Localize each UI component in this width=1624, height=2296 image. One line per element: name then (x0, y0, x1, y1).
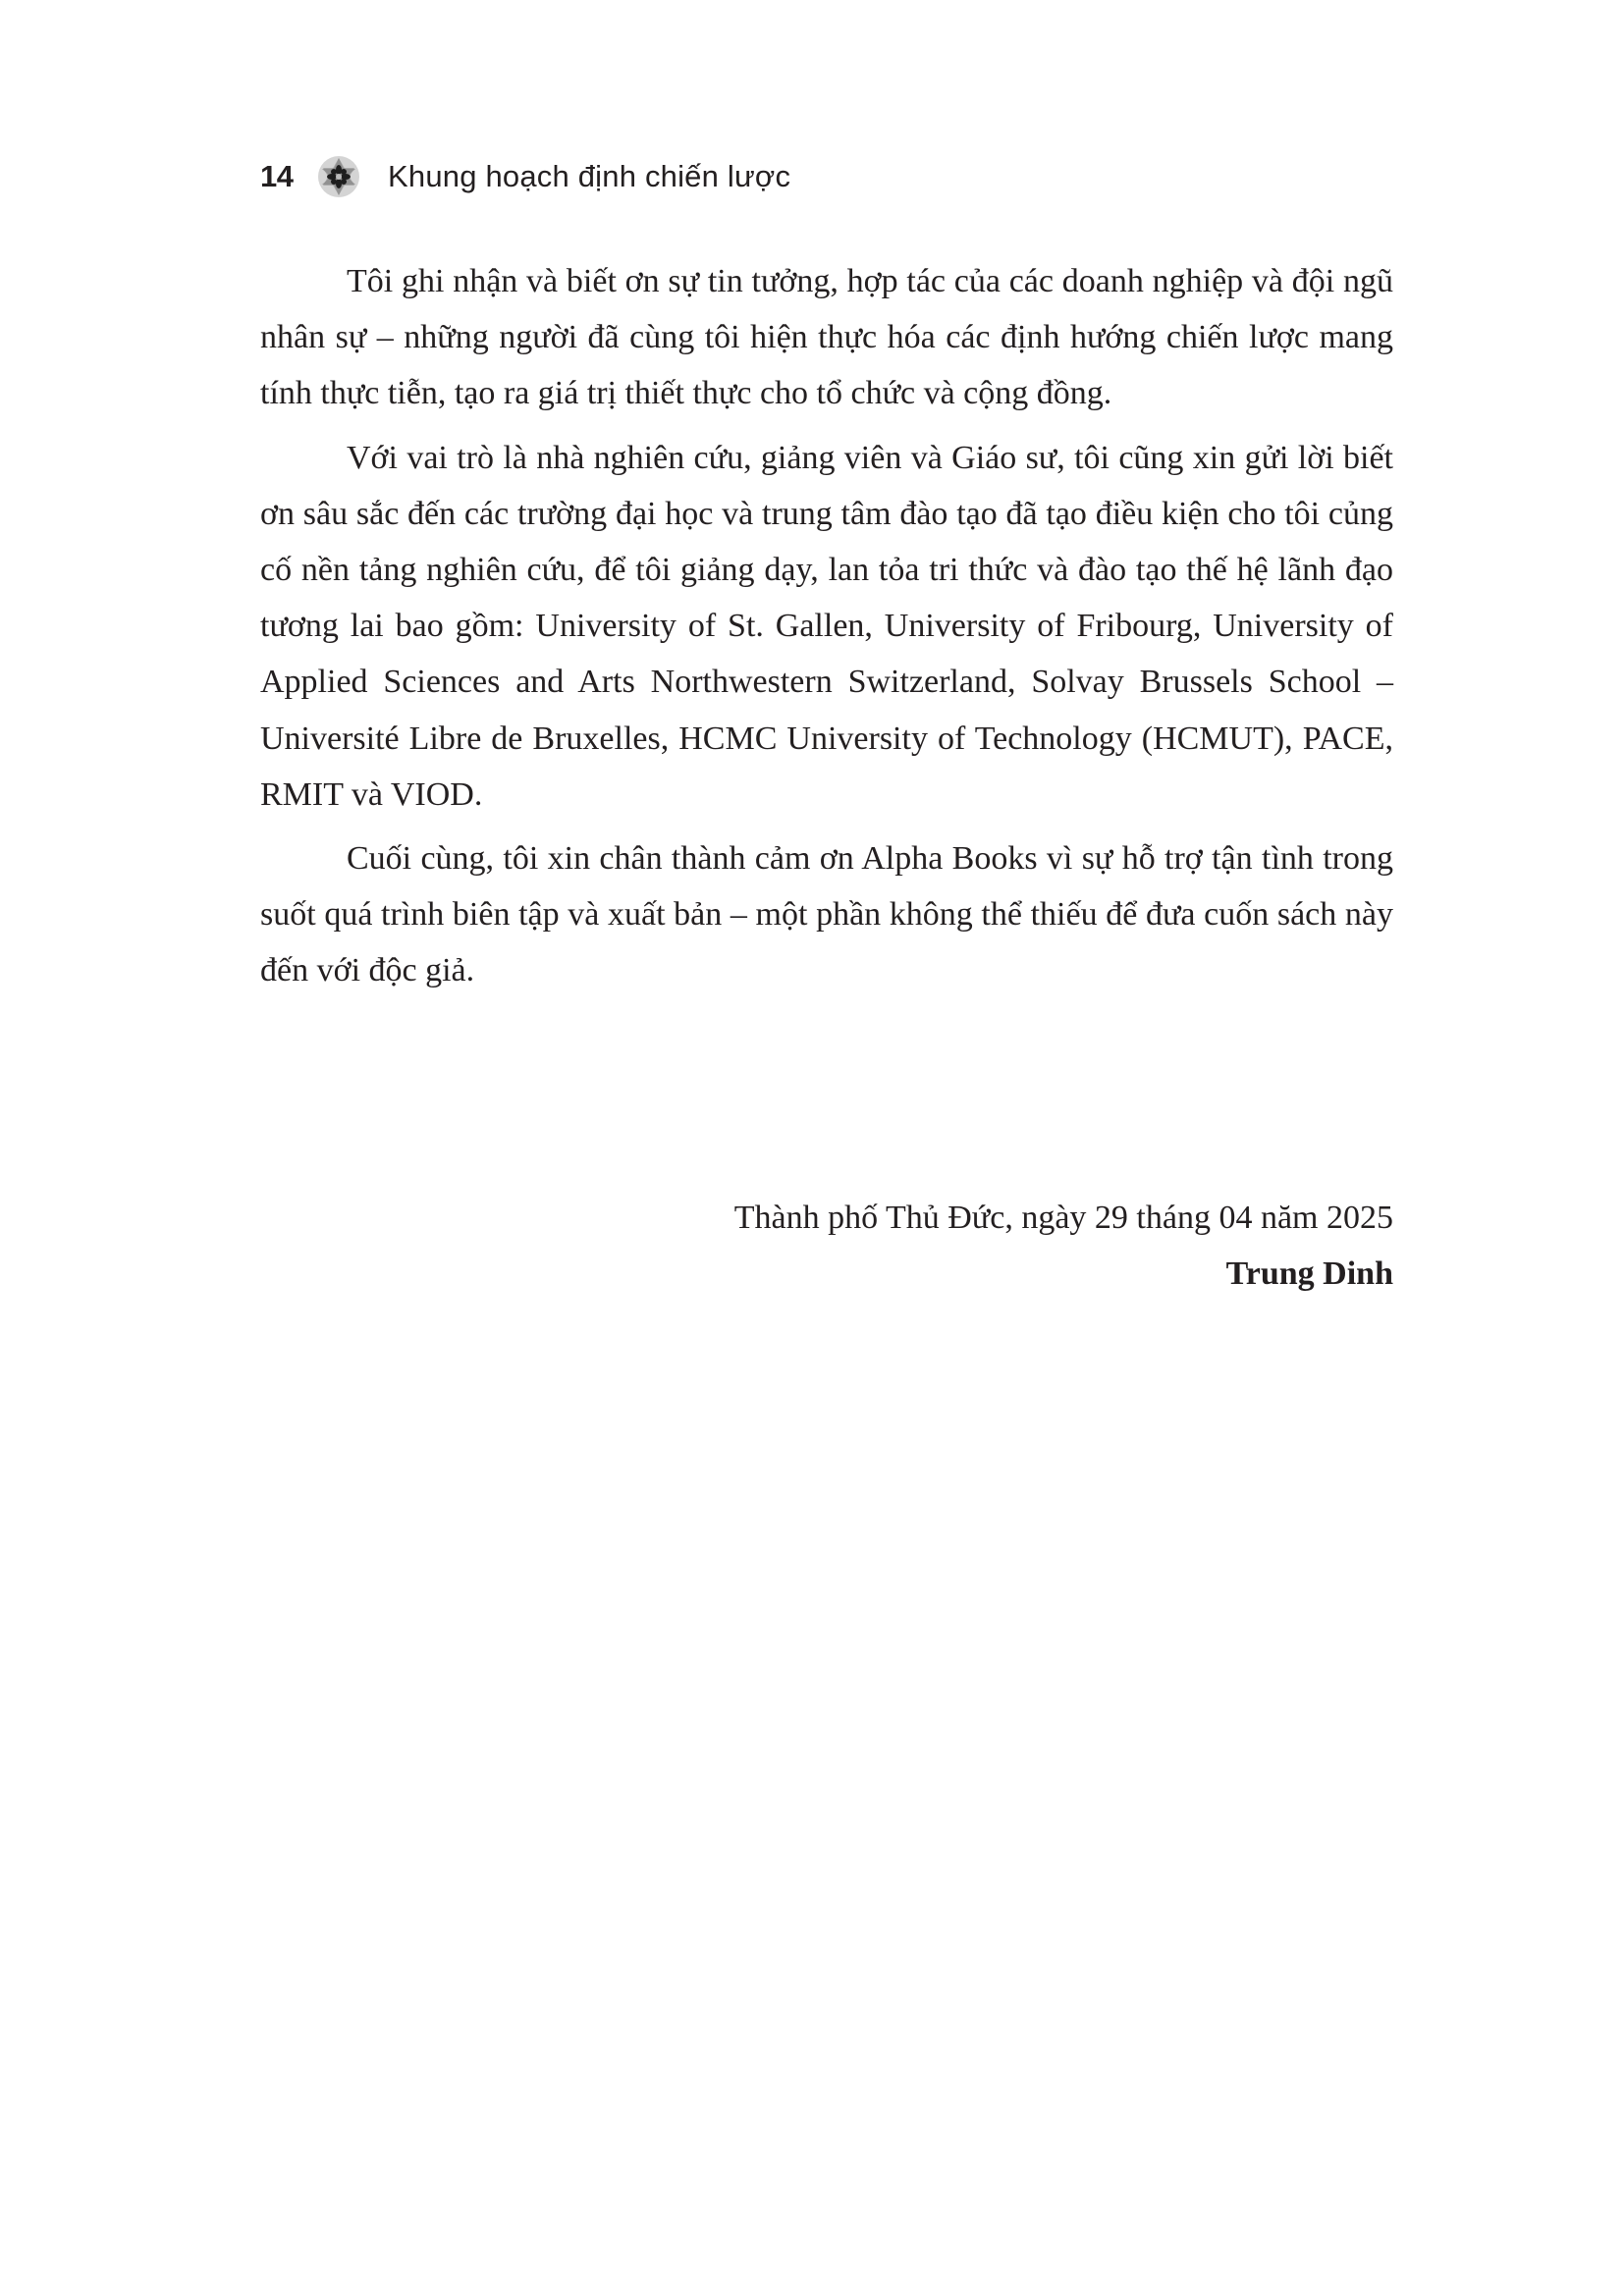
paragraph: Với vai trò là nhà nghiên cứu, giảng viên và Giáo sư, tôi cũng xin gửi lời biết ơn sâu sắc đến các trường đại học và trung tâm đào tạo đã tạo điều kiện cho tôi củng cố nền tảng nghiên cứu, để tôi giảng dạy, lan tỏa tri thức và đào tạo thế hệ lãnh đạo tương lai bao gồm: University of St. Gallen, University of Fribourg, University of Applied Sciences and Arts Northwestern Switzerland, Solvay Brussels School – Université Libre de Bruxelles, HCMC University of Technology (HCMUT), PACE, RMIT và VIOD. (260, 439, 1393, 813)
author-name: Trung Dinh (1225, 1255, 1393, 1292)
page-number: 14 (260, 159, 294, 193)
acknowledgement-body (260, 253, 1393, 1007)
star-flower-ornament-icon (317, 155, 360, 198)
paragraph: Tôi ghi nhận và biết ơn sự tin tưởng, hợp tác của các doanh nghiệp và đội ngũ nhân sự – những người đã cùng tôi hiện thực hóa các định hướng chiến lược mang tính thực tiễn, tạo ra giá trị thiết thực cho tổ chức và cộng đồng. (260, 263, 1393, 412)
place-date: Thành phố Thủ Đức, ngày 29 tháng 04 năm 2025 (733, 1200, 1393, 1236)
running-header (260, 151, 790, 202)
paragraph: Cuối cùng, tôi xin chân thành cảm ơn Alpha Books vì sự hỗ trợ tận tình trong suốt quá trình biên tập và xuất bản – một phần không thể thiếu để đưa cuốn sách này đến với độc giả. (260, 840, 1393, 989)
running-title: Khung hoạch định chiến lược (388, 159, 791, 193)
signature-block (260, 1190, 1393, 1302)
